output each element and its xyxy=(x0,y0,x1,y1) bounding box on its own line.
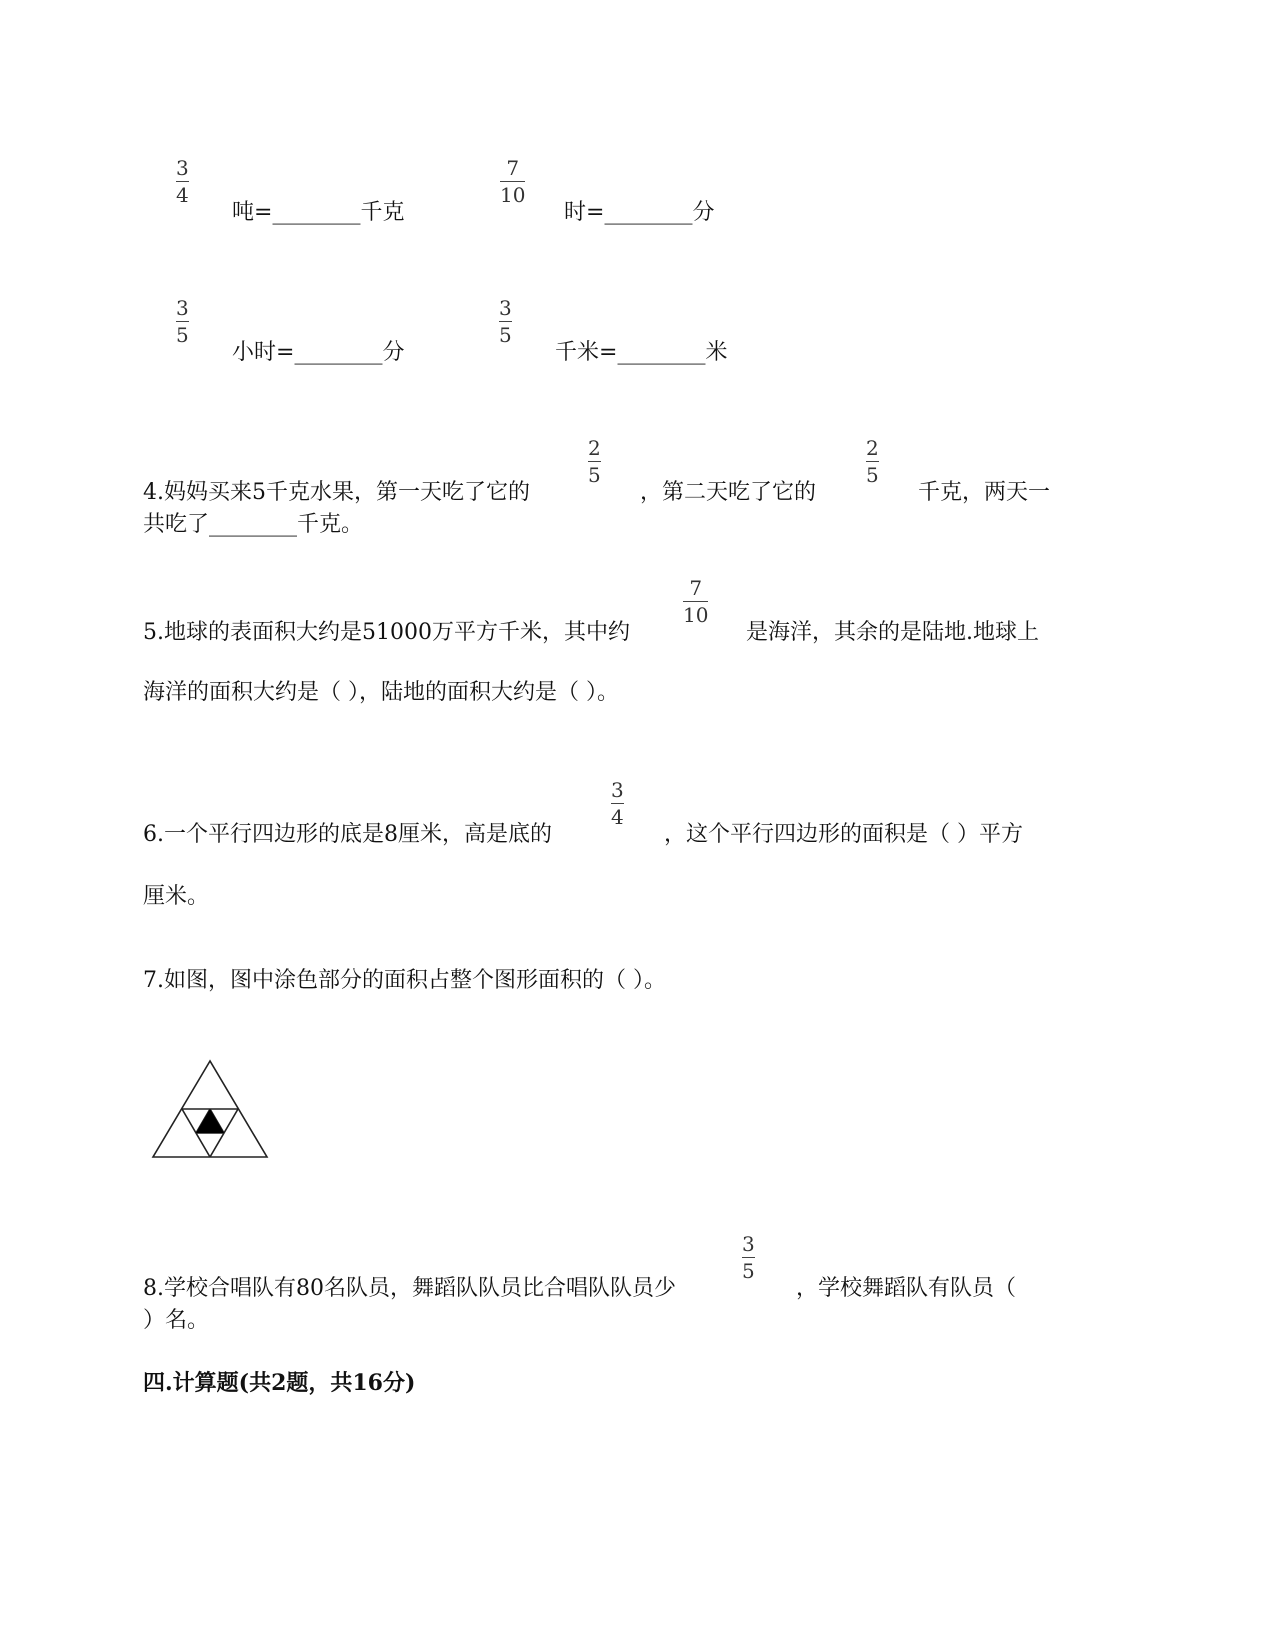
fraction-bar xyxy=(683,601,708,602)
conversion-km-to-m xyxy=(555,340,727,366)
denominator: 5 xyxy=(742,1259,755,1283)
q8-text-line2: ）名。 xyxy=(143,1308,210,1333)
unit-after: 分 xyxy=(382,340,405,365)
denominator: 10 xyxy=(683,603,709,627)
q7-text: 7.如图，图中涂色部分的面积占整个图形面积的（ ）。 xyxy=(143,968,666,993)
numerator: 7 xyxy=(689,576,703,600)
fraction-3-4 xyxy=(176,158,189,205)
unit-before: 时= xyxy=(564,200,605,225)
denominator: 5 xyxy=(176,323,189,347)
shaded-triangle xyxy=(196,1109,224,1133)
conversion-ton-to-kg xyxy=(232,200,404,226)
answer-blank[interactable]: ________ xyxy=(294,340,383,365)
numerator: 3 xyxy=(611,778,624,802)
unit-after: 千克 xyxy=(360,200,405,225)
unit-before: 千米= xyxy=(555,340,618,365)
q5-fraction xyxy=(683,578,708,625)
fraction-bar xyxy=(588,461,601,462)
denominator: 10 xyxy=(500,183,526,207)
denominator: 5 xyxy=(588,463,601,487)
fraction-7-10 xyxy=(500,158,525,205)
fraction-bar xyxy=(866,461,879,462)
q4-text-part2: ，第二天吃了它的 xyxy=(640,480,817,505)
q4-fraction-1 xyxy=(588,438,601,485)
q5-text-line2: 海洋的面积大约是（ ），陆地的面积大约是（ ）。 xyxy=(143,680,619,705)
numerator: 2 xyxy=(866,436,879,460)
numerator: 3 xyxy=(742,1232,755,1256)
q6-text-part2: ，这个平行四边形的面积是（ ）平方 xyxy=(664,822,1023,847)
triangle-figure xyxy=(150,1058,272,1162)
conversion-hour-to-min-2 xyxy=(232,340,404,366)
answer-blank[interactable]: ________ xyxy=(617,340,706,365)
q6-text-line2: 厘米。 xyxy=(143,884,210,909)
denominator: 5 xyxy=(866,463,879,487)
fraction-bar xyxy=(176,181,189,182)
unit-after: 分 xyxy=(692,200,715,225)
q4-fraction-2 xyxy=(866,438,879,485)
unit-before: 吨= xyxy=(232,200,273,225)
q8-text-part2: ，学校舞蹈队有队员（ xyxy=(796,1276,1017,1301)
q8-text-part1: 8.学校合唱队有80名队员，舞蹈队队员比合唱队队员少 xyxy=(143,1276,676,1301)
q6-text-part1: 6.一个平行四边形的底是8厘米，高是底的 xyxy=(143,822,552,847)
unit-before: 小时= xyxy=(232,340,295,365)
unit-after: 米 xyxy=(705,340,728,365)
numerator: 2 xyxy=(588,436,601,460)
fraction-bar xyxy=(176,321,189,322)
numerator: 3 xyxy=(176,156,189,180)
fraction-bar xyxy=(742,1257,755,1258)
fraction-bar xyxy=(611,803,624,804)
answer-blank[interactable]: ________ xyxy=(272,200,361,225)
numerator: 3 xyxy=(176,296,189,320)
section-heading: 四.计算题(共2题，共16分) xyxy=(143,1370,416,1396)
fraction-bar xyxy=(499,321,512,322)
q5-text-part2: 是海洋，其余的是陆地.地球上 xyxy=(746,620,1039,645)
fraction-bar xyxy=(500,181,525,182)
answer-blank[interactable]: ________ xyxy=(604,200,693,225)
fraction-3-5 xyxy=(176,298,189,345)
q4-text-part1: 4.妈妈买来5千克水果，第一天吃了它的 xyxy=(143,480,530,505)
denominator: 5 xyxy=(499,323,512,347)
q4-text-part3: 千克，两天一 xyxy=(918,480,1051,505)
conversion-hour-to-min xyxy=(564,200,714,226)
denominator: 4 xyxy=(176,183,189,207)
denominator: 4 xyxy=(611,805,624,829)
q4-text-line2: 共吃了________千克。 xyxy=(143,512,364,537)
q8-fraction xyxy=(742,1234,755,1281)
fraction-3-5 xyxy=(499,298,512,345)
q5-text-part1: 5.地球的表面积大约是51000万平方千米，其中约 xyxy=(143,620,630,645)
numerator: 3 xyxy=(499,296,512,320)
q6-fraction xyxy=(611,780,624,827)
numerator: 7 xyxy=(506,156,520,180)
